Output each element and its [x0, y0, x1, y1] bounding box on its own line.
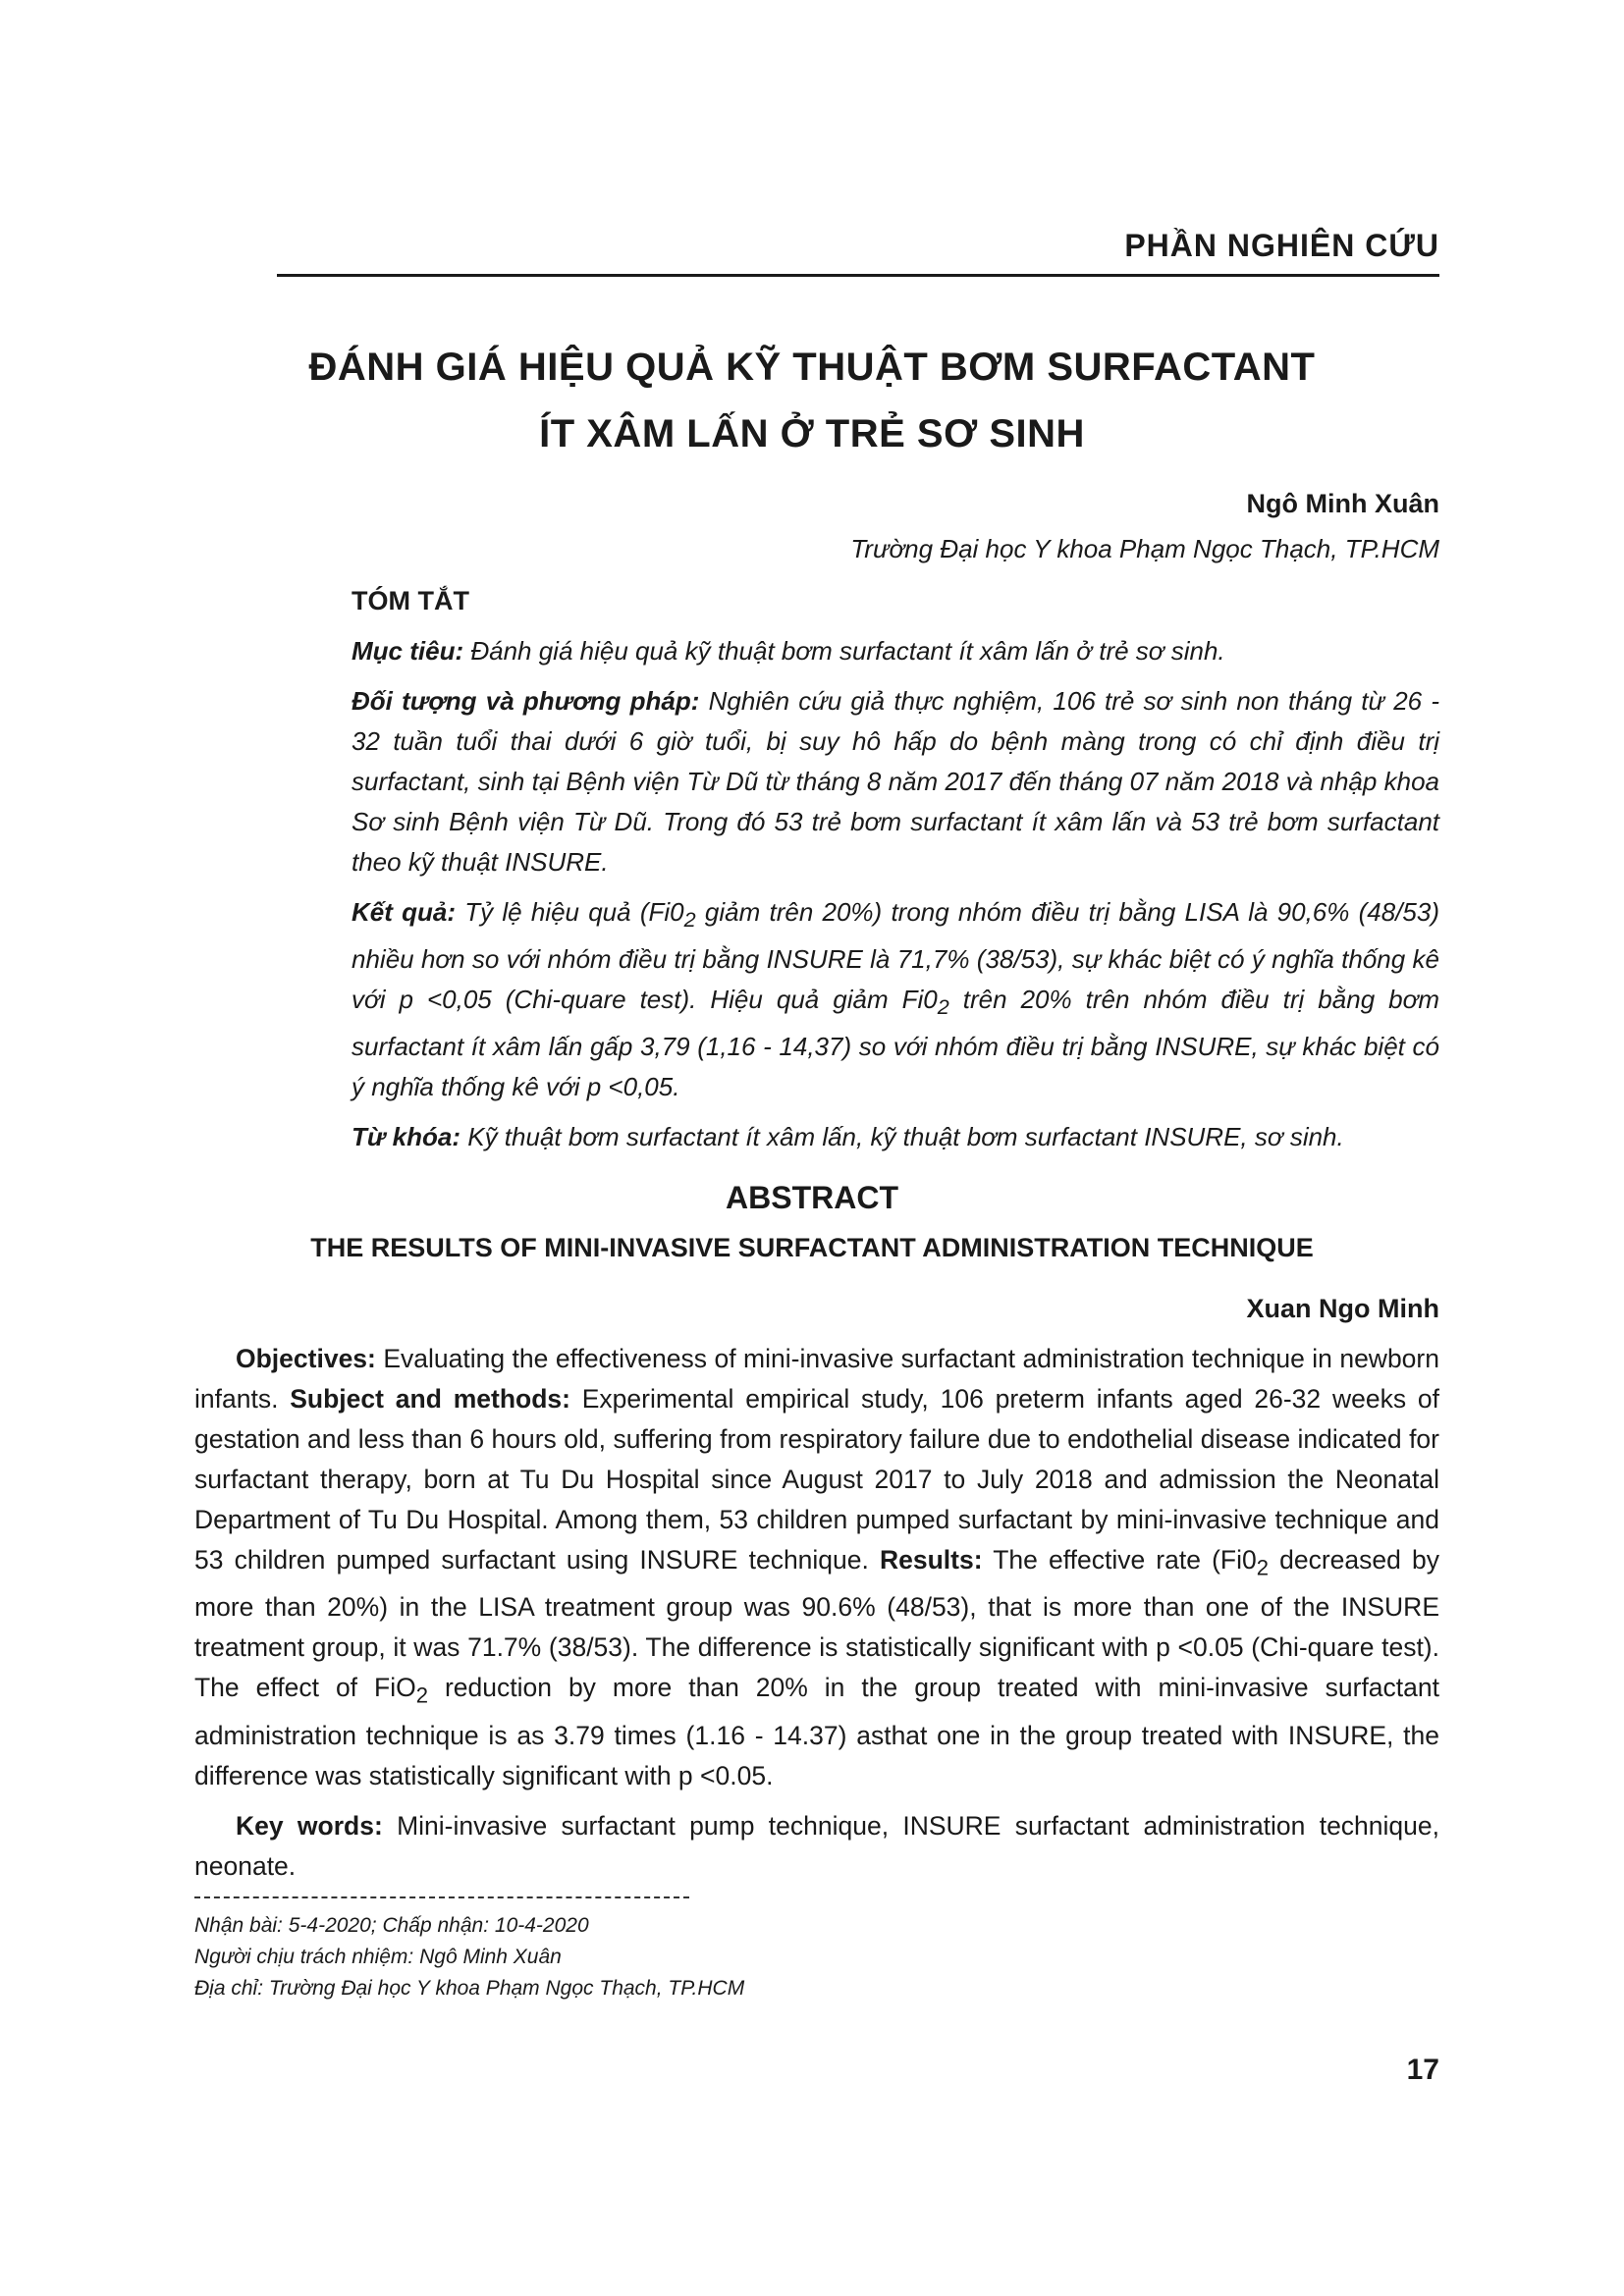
subscript: 2: [415, 1682, 428, 1708]
results-text: Tỷ lệ hiệu quả (Fi0: [456, 897, 684, 927]
footnote-divider: [194, 1896, 689, 1898]
methods-text: Nghiên cứu giả thực nghiệm, 106 trẻ sơ sinh non tháng từ 26 - 32 tuần tuổi thai dưới 6 giờ tuổi, bị suy hô hấp do bệnh màng trong có chỉ định điều trị surfactant, sinh tại Bệnh viện Từ Dũ từ tháng 8 năm 2017 đến tháng 07 năm 2018 và nhập khoa Sơ sinh Bệnh viện Từ Dũ. Trong đó 53 trẻ bơm surfactant ít xâm lấn và 53 trẻ bơm surfactant theo kỹ thuật INSURE.: [352, 686, 1439, 877]
english-abstract: [194, 1339, 1439, 1896]
footnotes: [194, 1910, 744, 2004]
abstract-author: Xuan Ngo Minh: [1246, 1294, 1439, 1323]
abstract-body: [194, 1339, 1439, 1796]
results-text: decreased by more than 20%) in the LISA treatment group was 90.6% (48/53), that is more than one of the INSURE treatment group, it was 71.7% (38/53). The difference is statistically significant with p <0.05 (Chi-quare test). The effect of FiO: [194, 1545, 1439, 1703]
footnote-received: Nhận bài: 5-4-2020; Chấp nhận: 10-4-2020: [194, 1914, 589, 1937]
objective-label: Mục tiêu:: [352, 636, 464, 666]
objectives-text: Evaluating the effectiveness of mini-invasive surfactant administration technique in newborn infants.: [194, 1344, 1439, 1414]
summary-methods: [352, 681, 1439, 882]
article-title-line2: ÍT XÂM LẤN Ở TRẺ SƠ SINH: [539, 412, 1085, 455]
abstract-keywords: [194, 1806, 1439, 1887]
article-title-line1: ĐÁNH GIÁ HIỆU QUẢ KỸ THUẬT BƠM SURFACTANT: [308, 346, 1316, 389]
footnote-responsible: Người chịu trách nhiệm: Ngô Minh Xuân: [194, 1946, 562, 1968]
methods-label: Đối tượng và phương pháp:: [352, 686, 700, 716]
header-rule: [277, 274, 1439, 277]
abstract-heading: ABSTRACT: [726, 1180, 898, 1215]
keywords-text: Mini-invasive surfactant pump technique, INSURE surfactant administration technique, neonate.: [194, 1810, 1439, 1881]
methods-label: Subject and methods:: [290, 1384, 570, 1414]
results-label: Results:: [880, 1545, 983, 1575]
author-affiliation: Trường Đại học Y khoa Phạm Ngọc Thạch, TP.HCM: [850, 534, 1439, 563]
results-text: The effective rate (Fi0: [982, 1545, 1257, 1575]
footnote-address: Địa chỉ: Trường Đại học Y khoa Phạm Ngọc Thạch, TP.HCM: [194, 1977, 745, 2000]
results-text: reduction by more than 20% in the group treated with mini-invasive surfactant administration technique is as 3.79 times (1.16 - 14.37) asthat one in the group treated with INSURE, the difference was statistically significant with p <0.05.: [194, 1673, 1440, 1790]
results-text: giảm trên 20%) trong nhóm điều trị bằng LISA là 90,6% (48/53) nhiều hơn so với nhóm điều trị bằng INSURE là 71,7% (38/53), sự khác biệt có ý nghĩa thống kê với p <0,05 (Chi-quare test). Hiệu quả giảm Fi0: [352, 897, 1439, 1015]
summary-results: [352, 892, 1439, 1107]
summary-heading: TÓM TẮT: [352, 586, 469, 615]
methods-text: Experimental empirical study, 106 preterm infants aged 26-32 weeks of gestation and less than 6 hours old, suffering from respiratory failure due to endothelial disease indicated for surfactant therapy, born at Tu Du Hospital since August 2017 to July 2018 and admission the Neonatal Department of Tu Du Hospital. Among them, 53 children pumped surfactant by mini-invasive technique and 53 children pumped surfactant using INSURE technique.: [194, 1384, 1439, 1575]
objective-text: Đánh giá hiệu quả kỹ thuật bơm surfactant ít xâm lấn ở trẻ sơ sinh.: [463, 636, 1225, 666]
subscript: 2: [1256, 1555, 1270, 1580]
subscript: 2: [683, 907, 696, 933]
subscript: 2: [937, 994, 949, 1020]
keywords-text: Kỹ thuật bơm surfactant ít xâm lấn, kỹ thuật bơm surfactant INSURE, sơ sinh.: [460, 1122, 1344, 1152]
results-text: trên 20% trên nhóm điều trị bằng bơm surfactant ít xâm lấn gấp 3,79 (1,16 - 14,37) so với nhóm điều trị bằng INSURE, sự khác biệt có ý nghĩa thống kê với p <0,05.: [352, 985, 1439, 1102]
keywords-label: Từ khóa:: [352, 1122, 461, 1152]
summary-keywords: [352, 1117, 1439, 1157]
summary-objective: [352, 631, 1439, 671]
section-header: PHẦN NGHIÊN CỨU: [1124, 228, 1439, 263]
page-number: 17: [1406, 2054, 1439, 2086]
abstract-title: THE RESULTS OF MINI-INVASIVE SURFACTANT ADMINISTRATION TECHNIQUE: [310, 1233, 1314, 1262]
vietnamese-summary: [352, 581, 1439, 1167]
author-name: Ngô Minh Xuân: [1246, 489, 1439, 518]
keywords-label: Key words:: [236, 1810, 383, 1841]
results-label: Kết quả:: [352, 897, 457, 927]
objectives-label: Objectives:: [236, 1344, 376, 1373]
